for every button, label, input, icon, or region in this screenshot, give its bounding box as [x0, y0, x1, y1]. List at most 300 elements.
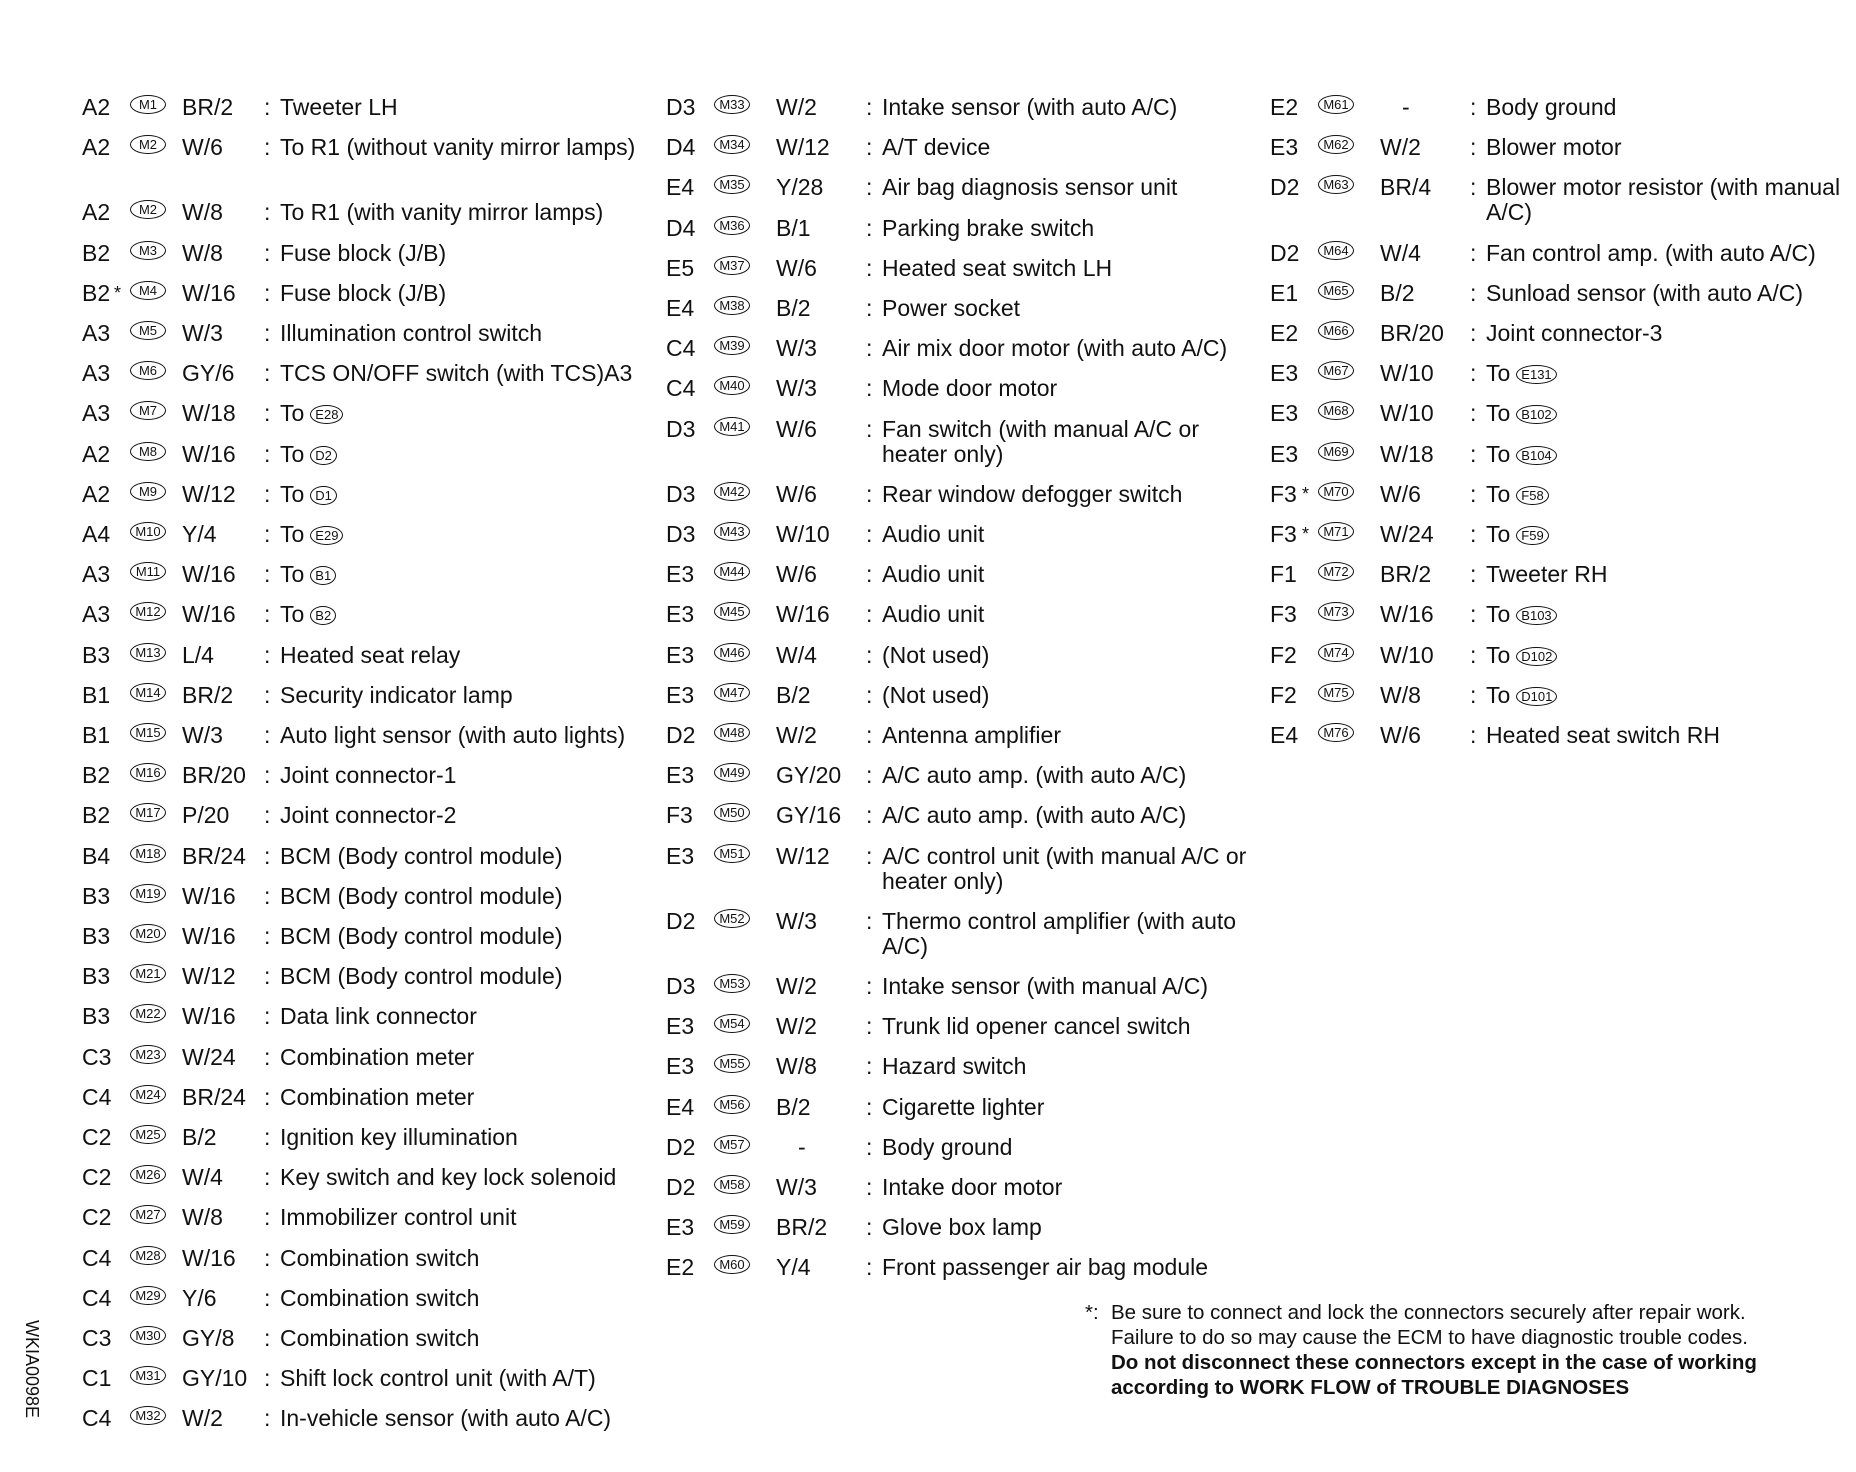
separator: : [264, 1365, 271, 1392]
connector-id-badge: M2 [130, 135, 166, 154]
grid-ref: E2 [666, 1254, 695, 1281]
grid-ref: C4 [666, 335, 696, 362]
connector-id-badge: M10 [130, 522, 166, 541]
separator: : [1470, 641, 1477, 668]
figure-code: WKIA0098E [22, 1320, 42, 1419]
connector-id-badge: M45 [714, 602, 750, 621]
connector-id-badge: M63 [1318, 175, 1354, 194]
connector-id-badge: M51 [714, 844, 750, 863]
connector-id-badge: M6 [130, 361, 166, 380]
description-text: To R1 (with vanity mirror lamps) [280, 199, 604, 226]
grid-ref: D2 [666, 722, 696, 748]
component-description [280, 1286, 640, 1311]
description-text: Fan control amp. (with auto A/C) [1486, 239, 1816, 266]
separator: : [264, 239, 271, 266]
description-text: Power socket [882, 295, 1021, 321]
component-description [882, 683, 1267, 708]
grid-ref: D3 [666, 480, 696, 507]
component-description [280, 281, 640, 306]
separator: : [264, 802, 271, 829]
wire-spec: BR/2 [182, 94, 234, 120]
grid-ref: B2 [82, 279, 111, 306]
wire-spec: GY/20 [776, 762, 842, 789]
connector-id-badge: M28 [130, 1246, 166, 1265]
separator: : [1470, 134, 1477, 161]
separator: : [264, 279, 271, 306]
wire-spec: W/3 [182, 320, 223, 346]
wire-spec: W/3 [776, 1174, 817, 1200]
wire-spec: B/2 [182, 1124, 217, 1150]
component-description [280, 763, 640, 788]
grid-ref: A2 [82, 199, 111, 226]
separator: : [264, 440, 271, 467]
grid-ref: E5 [666, 254, 695, 281]
description-text: Fuse block (J/B) [280, 239, 447, 266]
connector-id-badge: M55 [714, 1054, 750, 1073]
grid-ref: E4 [1270, 722, 1299, 748]
grid-ref: A3 [82, 320, 111, 346]
wire-spec: W/6 [1380, 480, 1421, 507]
connector-id-badge: M30 [130, 1326, 166, 1345]
separator: : [866, 1214, 873, 1241]
separator: : [264, 1043, 271, 1070]
component-description [1486, 135, 1856, 160]
component-description [280, 1326, 640, 1351]
separator: : [1470, 681, 1477, 708]
component-description [280, 95, 640, 120]
wire-spec: W/12 [776, 842, 830, 869]
grid-ref: A2 [82, 440, 111, 467]
component-description [882, 909, 1267, 959]
component-description [280, 924, 640, 949]
component-description [1486, 562, 1856, 587]
wire-spec: W/16 [182, 882, 236, 909]
grid-ref: D4 [666, 134, 696, 161]
separator: : [1470, 279, 1477, 306]
description-text: (Not used) [882, 681, 990, 708]
component-description [882, 135, 1267, 160]
separator: : [1470, 480, 1477, 507]
destination [280, 522, 640, 547]
component-description [882, 1215, 1267, 1240]
description-text: Audio unit [882, 561, 985, 588]
wire-spec: W/4 [776, 641, 817, 668]
wire-spec: W/12 [182, 963, 236, 990]
description-text: Key switch and key lock solenoid [280, 1164, 617, 1191]
component-description [882, 256, 1267, 281]
separator: : [1470, 174, 1477, 201]
wire-spec: W/2 [776, 973, 817, 999]
wire-spec: W/2 [776, 94, 817, 120]
separator: : [264, 1284, 271, 1311]
wire-spec: BR/20 [182, 762, 246, 789]
wire-spec: P/20 [182, 802, 230, 829]
component-description [280, 1125, 640, 1150]
description-text: Intake sensor (with auto A/C) [882, 94, 1178, 120]
connector-id-badge: M72 [1318, 562, 1354, 581]
component-description [280, 1246, 640, 1271]
destination [280, 602, 640, 627]
separator: : [866, 561, 873, 588]
description-text: To [280, 521, 305, 547]
description-text: Antenna amplifier [882, 722, 1061, 748]
component-description [280, 643, 640, 668]
component-description [280, 135, 640, 160]
description-text: To [280, 480, 305, 507]
separator: : [866, 907, 873, 934]
component-description [280, 1165, 640, 1190]
grid-ref: D3 [666, 94, 696, 120]
wire-spec: W/4 [1380, 239, 1421, 266]
target-connector-badge: B104 [1516, 446, 1556, 465]
connector-id-badge: M29 [130, 1286, 166, 1305]
description-text: Body ground [882, 1133, 1013, 1160]
target-connector-badge: E28 [310, 405, 343, 424]
grid-ref: C2 [82, 1124, 112, 1150]
wire-spec: W/3 [776, 375, 817, 402]
connector-id-badge: M74 [1318, 643, 1354, 662]
separator: : [866, 1013, 873, 1040]
grid-ref: C4 [82, 1244, 112, 1271]
wire-spec: W/8 [182, 239, 223, 266]
grid-ref: E3 [666, 762, 695, 789]
target-connector-badge: E29 [310, 526, 343, 545]
wire-spec: - [798, 1133, 806, 1160]
description-text: Joint connector-2 [280, 802, 457, 829]
grid-ref: C4 [82, 1284, 112, 1311]
wire-spec: W/16 [182, 279, 236, 306]
grid-ref: B2 [82, 802, 111, 829]
component-description [882, 1175, 1267, 1200]
wire-spec: W/6 [776, 480, 817, 507]
description-text: To [280, 440, 305, 467]
wire-spec: B/2 [776, 1093, 811, 1120]
description-text: Hazard switch [882, 1053, 1027, 1080]
separator: : [264, 1003, 271, 1030]
separator: : [264, 762, 271, 789]
connector-id-badge: M44 [714, 562, 750, 581]
description-text: Fan switch (with manual A/C or heater only) [882, 415, 1200, 467]
wire-spec: W/6 [776, 561, 817, 588]
description-text: Audio unit [882, 601, 985, 628]
connector-id-badge: M75 [1318, 683, 1354, 702]
connector-id-badge: M33 [714, 95, 750, 114]
destination [280, 401, 640, 426]
component-description [882, 1095, 1267, 1120]
connector-id-badge: M11 [130, 562, 166, 581]
grid-ref: B3 [82, 641, 111, 668]
connector-id-badge: M49 [714, 763, 750, 782]
connector-id-badge: M21 [130, 964, 166, 983]
description-text: Heated seat switch LH [882, 254, 1113, 281]
grid-ref: E3 [666, 842, 695, 869]
component-description [882, 643, 1267, 668]
component-description [882, 417, 1267, 467]
description-text: To [1486, 681, 1511, 708]
grid-ref: A3 [82, 400, 111, 427]
component-description [882, 974, 1267, 999]
description-text: (Not used) [882, 641, 990, 668]
wire-spec: GY/16 [776, 802, 842, 829]
grid-ref: A2 [82, 480, 111, 507]
grid-ref: F3 [1270, 521, 1297, 547]
connector-id-badge: M70 [1318, 482, 1354, 501]
connector-id-badge: M23 [130, 1045, 166, 1064]
connector-id-badge: M61 [1318, 95, 1354, 114]
description-text: Tweeter RH [1486, 561, 1608, 588]
grid-ref: F2 [1270, 681, 1297, 708]
separator: : [264, 923, 271, 949]
grid-ref: B1 [82, 722, 111, 748]
description-text: BCM (Body control module) [280, 842, 563, 869]
description-text: Sunload sensor (with auto A/C) [1486, 279, 1804, 306]
connector-id-badge: M76 [1318, 723, 1354, 742]
component-description [280, 1406, 640, 1431]
target-connector-badge: D2 [310, 446, 337, 465]
grid-ref: E3 [1270, 134, 1299, 161]
connector-id-badge: M58 [714, 1175, 750, 1194]
separator: : [1470, 239, 1477, 266]
target-connector-badge: D101 [1516, 687, 1557, 706]
description-text: Trunk lid opener cancel switch [882, 1013, 1191, 1040]
description-text: Rear window defogger switch [882, 480, 1183, 507]
wire-spec: W/6 [1380, 722, 1421, 748]
connector-id-badge: M15 [130, 723, 166, 742]
grid-ref: B3 [82, 963, 111, 990]
target-connector-badge: E131 [1516, 365, 1556, 384]
destination [1486, 442, 1856, 467]
separator: : [264, 1124, 271, 1150]
grid-ref: F2 [1270, 641, 1297, 668]
grid-ref: D3 [666, 415, 696, 442]
connector-id-badge: M41 [714, 417, 750, 436]
separator: : [866, 521, 873, 547]
description-text: BCM (Body control module) [280, 923, 563, 949]
wire-spec: W/10 [1380, 360, 1434, 387]
wire-spec: W/6 [776, 254, 817, 281]
description-text: To [1486, 360, 1511, 387]
wire-spec: W/2 [776, 722, 817, 748]
description-text: Intake door motor [882, 1174, 1063, 1200]
target-connector-badge: F58 [1516, 486, 1548, 505]
grid-ref: D2 [666, 1174, 696, 1200]
description-text: To [280, 561, 305, 588]
destination [1486, 482, 1856, 507]
component-description [882, 723, 1267, 748]
separator: : [866, 1174, 873, 1200]
grid-ref: A2 [82, 134, 111, 161]
wire-spec: W/6 [776, 415, 817, 442]
separator: : [866, 1254, 873, 1281]
connector-id-badge: M1 [130, 95, 166, 114]
component-description [280, 241, 640, 266]
connector-id-badge: M35 [714, 175, 750, 194]
component-description [882, 844, 1267, 894]
separator: : [264, 1164, 271, 1191]
connector-id-badge: M5 [130, 321, 166, 340]
component-description [882, 803, 1267, 828]
wire-spec: GY/6 [182, 360, 235, 387]
grid-ref: B2 [82, 239, 111, 266]
wire-spec: L/4 [182, 641, 214, 668]
separator: : [264, 94, 271, 120]
connector-id-badge: M36 [714, 216, 750, 235]
connector-id-badge: M68 [1318, 401, 1354, 420]
separator: : [264, 480, 271, 507]
connector-id-badge: M4 [130, 281, 166, 300]
grid-ref: E4 [666, 174, 695, 201]
connector-id-badge: M42 [714, 482, 750, 501]
description-text: Body ground [1486, 94, 1617, 120]
description-text: To [1486, 641, 1511, 668]
component-description [882, 175, 1267, 200]
grid-ref: C2 [82, 1164, 112, 1191]
description-text: Fuse block (J/B) [280, 279, 447, 306]
grid-ref: E3 [1270, 400, 1299, 427]
wire-spec: BR/2 [1380, 561, 1432, 588]
wire-spec: W/16 [182, 1244, 236, 1271]
destination [1486, 602, 1856, 627]
wire-spec: W/24 [1380, 521, 1434, 547]
component-description [280, 803, 640, 828]
wire-spec: BR/24 [182, 1083, 246, 1110]
target-connector-badge: D102 [1516, 647, 1557, 666]
wire-spec: W/3 [776, 907, 817, 934]
wire-spec: BR/20 [1380, 320, 1444, 346]
wire-spec: W/8 [1380, 681, 1421, 708]
description-text: Air mix door motor (with auto A/C) [882, 335, 1228, 362]
connector-id-badge: M22 [130, 1004, 166, 1023]
grid-ref: E4 [666, 295, 695, 321]
component-description [280, 1205, 640, 1230]
separator: : [866, 295, 873, 321]
wire-spec: B/1 [776, 214, 811, 241]
description-text: Combination switch [280, 1244, 480, 1271]
asterisk-mark: * [114, 282, 122, 303]
connector-id-badge: M31 [130, 1366, 166, 1385]
component-description [882, 296, 1267, 321]
note-line-3: Do not disconnect these connectors except in the case of working [1111, 1351, 1757, 1374]
wire-spec: W/8 [776, 1053, 817, 1080]
separator: : [264, 882, 271, 909]
description-text: Combination switch [280, 1325, 480, 1351]
separator: : [264, 1244, 271, 1271]
description-text: Immobilizer control unit [280, 1204, 517, 1231]
description-text: Heated seat relay [280, 641, 461, 668]
separator: : [264, 360, 271, 387]
connector-id-badge: M7 [130, 401, 166, 420]
wire-spec: W/16 [182, 561, 236, 588]
component-description [280, 200, 640, 225]
separator: : [866, 722, 873, 748]
note-line-4: according to WORK FLOW of TROUBLE DIAGNOSES [1111, 1376, 1630, 1399]
grid-ref: C4 [82, 1083, 112, 1110]
separator: : [264, 400, 271, 427]
wire-spec: BR/2 [776, 1214, 828, 1241]
description-text: Ignition key illumination [280, 1124, 518, 1150]
wire-spec: W/16 [182, 923, 236, 949]
connector-id-badge: M71 [1318, 522, 1354, 541]
component-description [280, 884, 640, 909]
destination [1486, 401, 1856, 426]
description-text: To [280, 400, 305, 427]
connector-id-badge: M24 [130, 1085, 166, 1104]
separator: : [264, 1083, 271, 1110]
grid-ref: A4 [82, 521, 111, 547]
grid-ref: B3 [82, 923, 111, 949]
grid-ref: F3 [666, 802, 693, 829]
grid-ref: E4 [666, 1093, 695, 1120]
component-description [1486, 95, 1856, 120]
description-text: To R1 (without vanity mirror lamps) [280, 134, 636, 161]
destination [1486, 522, 1856, 547]
connector-id-badge: M20 [130, 924, 166, 943]
grid-ref: D2 [666, 1133, 696, 1160]
separator: : [866, 802, 873, 829]
target-connector-badge: D1 [310, 486, 337, 505]
separator: : [264, 601, 271, 628]
wire-spec: B/2 [776, 681, 811, 708]
grid-ref: E1 [1270, 279, 1299, 306]
description-text: Shift lock control unit (with A/T) [280, 1365, 596, 1392]
connector-id-badge: M66 [1318, 321, 1354, 340]
connector-id-badge: M39 [714, 336, 750, 355]
description-text: To [1486, 440, 1511, 467]
connector-id-badge: M69 [1318, 442, 1354, 461]
destination [1486, 683, 1856, 708]
description-text: Air bag diagnosis sensor unit [882, 174, 1178, 201]
grid-ref: C2 [82, 1204, 112, 1231]
component-description [882, 1054, 1267, 1079]
connector-id-badge: M26 [130, 1165, 166, 1184]
wire-spec: BR/2 [182, 681, 234, 708]
connector-id-badge: M8 [130, 442, 166, 461]
grid-ref: A3 [82, 561, 111, 588]
separator: : [866, 641, 873, 668]
grid-ref: D2 [1270, 239, 1300, 266]
grid-ref: D3 [666, 973, 696, 999]
wire-spec: W/2 [1380, 134, 1421, 161]
wire-spec: - [1402, 94, 1410, 120]
grid-ref: E2 [1270, 320, 1299, 346]
connector-id-badge: M50 [714, 803, 750, 822]
connector-id-badge: M14 [130, 683, 166, 702]
wire-spec: BR/24 [182, 842, 246, 869]
description-text: Joint connector-1 [280, 762, 457, 789]
connector-id-badge: M16 [130, 763, 166, 782]
wire-spec: W/12 [182, 480, 236, 507]
description-text: Tweeter LH [280, 94, 398, 120]
component-description [882, 763, 1267, 788]
connector-id-badge: M32 [130, 1406, 166, 1425]
grid-ref: E3 [666, 601, 695, 628]
connector-id-badge: M59 [714, 1215, 750, 1234]
description-text: Data link connector [280, 1003, 477, 1030]
grid-ref: C4 [666, 375, 696, 402]
separator: : [866, 601, 873, 628]
component-description [1486, 281, 1856, 306]
wire-spec: W/16 [182, 440, 236, 467]
description-text: Intake sensor (with manual A/C) [882, 973, 1208, 999]
separator: : [866, 214, 873, 241]
component-description [280, 1085, 640, 1110]
separator: : [1470, 94, 1477, 120]
description-text: Illumination control switch [280, 320, 543, 346]
grid-ref: E2 [1270, 94, 1299, 120]
separator: : [866, 480, 873, 507]
description-text: To [1486, 480, 1511, 507]
separator: : [866, 1093, 873, 1120]
